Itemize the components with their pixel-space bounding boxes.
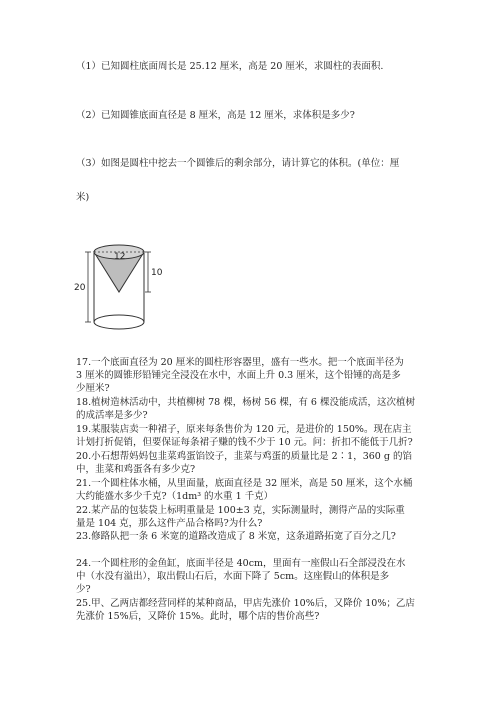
q19-line-2: 计划打折促销，但要保证每条裙子赚的钱不少于 10 元。问：折扣不能低于几折? [76,437,413,448]
q22-line-2: 量是 104 克，那么这件产品合格吗?为什么? [76,518,263,529]
q17-line-3: 少厘米? [76,383,110,394]
diameter-label: 12 [114,252,126,262]
q17-line-1: 17.一个底面直径为 20 厘米的圆柱形容器里，盛有一些水。把一个底面半径为 [76,357,404,368]
q19-line-1: 19.某服装店卖一种裙子，原来每条售价为 120 元，是进价的 150%。现在店主 [76,424,412,435]
question-2: （2）已知圆锥底面直径是 8 厘米，高是 12 厘米，求体积是多少? [76,110,355,121]
q18-line-1: 18.植树造林活动中，共植柳树 78 棵，杨树 56 棵，有 6 棵没能成活，这次植树 [76,397,415,408]
q22-line-1: 22.某产品的包装袋上标明重量是 100±3 克，实际测量时，测得产品的实际重 [76,505,405,516]
question-3: （3）如图是圆柱中挖去一个圆锥后的剩余部分，请计算它的体积。(单位：厘 [76,158,400,169]
q18-line-2: 的成活率是多少? [76,410,148,421]
cone-height-label: 10 [151,268,163,278]
q17-line-2: 3 厘米的圆锥形铅锤完全浸没在水中，水面上升 0.3 厘米，这个铅锤的高是多 [76,370,401,381]
q24-line-2: 中（水没有溢出），取出假山石后，水面下降了 5cm。这座假山的体积是多 [76,571,390,582]
q20-line-1: 20.小石想帮妈妈包韭菜鸡蛋馅饺子，韭菜与鸡蛋的质量比是 2∶1，360 g 的馅 [76,451,412,462]
q20-line-2: 中，韭菜和鸡蛋各有多少克? [76,464,196,475]
q24-line-3: 少? [76,584,91,595]
cylinder-cone-figure [74,238,174,338]
q21-line-1: 21.一个圆柱体水桶，从里面量，底面直径是 32 厘米，高是 50 厘米，这个水桶 [76,478,413,489]
question-3-continued: 米) [76,192,90,203]
q23-line-1: 23.修路队把一条 6 米宽的道路改造成了 8 米宽，这条道路拓宽了百分之几? [76,531,396,542]
q21-line-2: 大约能盛水多少千克?（1dm³ 的水重 1 千克） [76,491,274,502]
question-1: （1）已知圆柱底面周长是 25.12 厘米，高是 20 厘米，求圆柱的表面积. [76,61,384,72]
q25-line-1: 25.甲、乙两店都经营同样的某种商品，甲店先涨价 10%后，又降价 10%；乙店 [76,598,415,609]
cylinder-height-label: 20 [74,283,86,293]
q24-line-1: 24.一个圆柱形的金鱼缸，底面半径是 40cm，里面有一座假山石全部浸没在水 [76,558,406,569]
q25-line-2: 先涨价 15%后，又降价 15%。此时，哪个店的售价高些? [76,611,320,622]
